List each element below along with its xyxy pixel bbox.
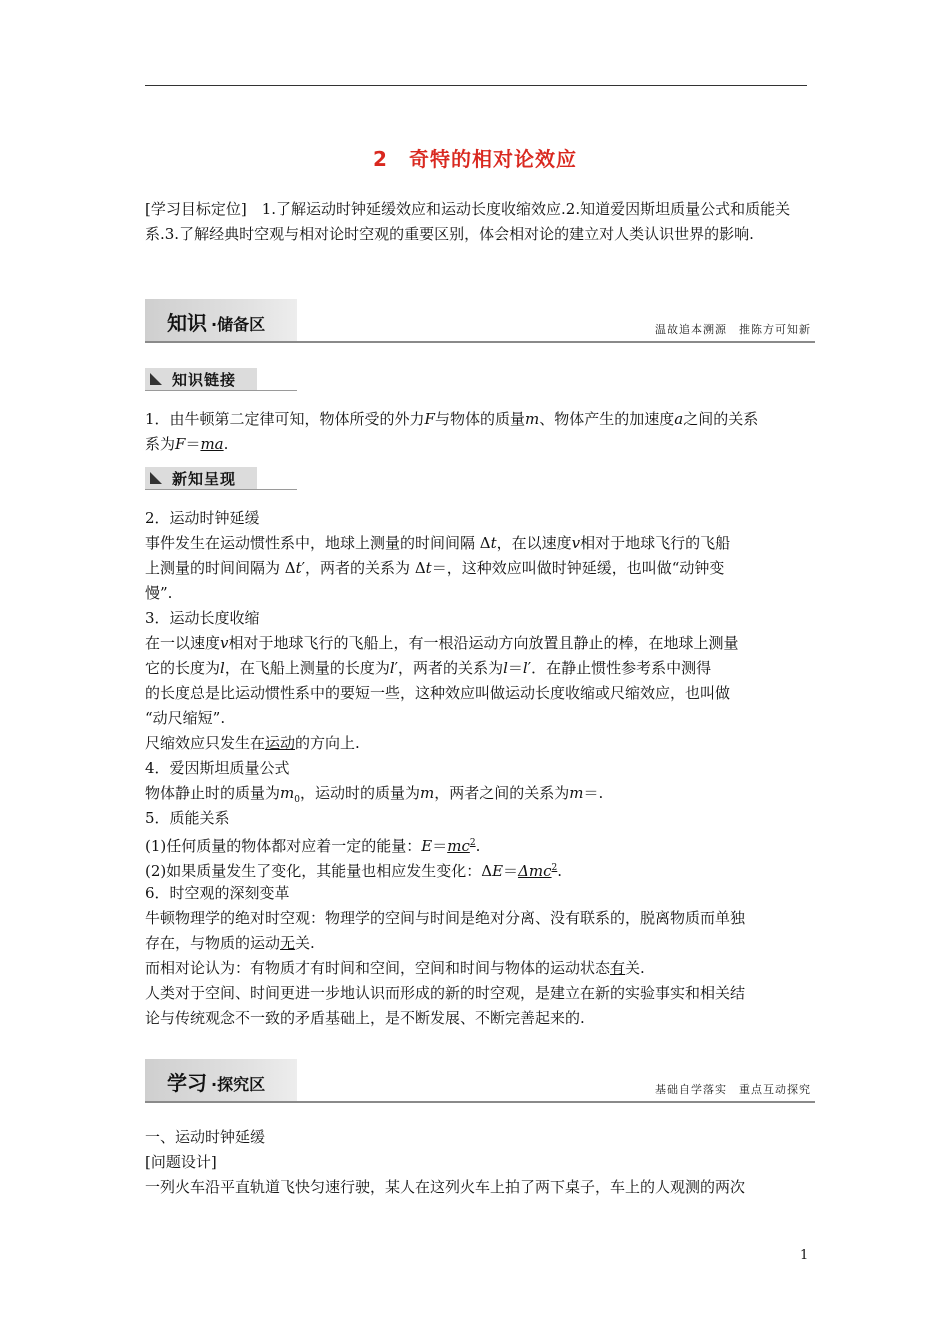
problem-design-label: [问题设计]	[145, 1153, 217, 1171]
section-bar-study	[145, 1059, 815, 1103]
item-3-line-3: 的长度总是比运动惯性系中的要短一些，这种效应叫做运动长度收缩或尺缩效应，也叫做	[145, 684, 731, 702]
section-motto: 基础自学落实 重点互动探究	[655, 1083, 811, 1096]
answer-related: 有	[610, 959, 626, 977]
section-title-sub: ·探究区	[211, 1075, 266, 1094]
subhead-label: 新知呈现	[172, 470, 237, 488]
answer-delta-mc2: Δmc	[518, 862, 552, 880]
item-3-line-1: 在一以速度v相对于地球飞行的飞船上，有一根沿运动方向放置且静止的棒，在地球上测量	[145, 634, 739, 652]
item-6-heading: 6．时空观的深刻变革	[145, 884, 290, 902]
page-number: 1	[800, 1248, 809, 1263]
subhead-knowledge-link	[145, 368, 297, 391]
item-2-line-3: 慢”.	[145, 584, 173, 602]
item-5-line-2: (2)如果质量发生了变化，其能量也相应发生变化：ΔE＝Δmc$^2$.	[145, 862, 563, 880]
item-3-heading: 3．运动长度收缩	[145, 609, 260, 627]
section-title	[167, 307, 265, 336]
section-title-main: 学习	[167, 1071, 207, 1095]
answer-mc2: mc	[447, 837, 470, 855]
section-title-main: 知识	[167, 311, 207, 335]
item-2-line-1: 事件发生在运动惯性系中，地球上测量的时间间隔 Δt，在以速度v相对于地球飞行的飞船	[145, 534, 731, 552]
header-rule	[145, 85, 807, 86]
item-3-line-2: 它的长度为l，在飞船上测量的长度为l′，两者的关系为l＝l′．在静止惯性参考系中测得	[145, 659, 712, 677]
subsection-heading: 一、运动时钟延缓	[145, 1128, 266, 1146]
diagonal-corner-icon	[149, 471, 163, 485]
section-title-sub: ·储备区	[211, 315, 266, 334]
item-6-line-5: 论与传统观念不一致的矛盾基础上，是不断发展、不断完善起来的.	[145, 1009, 585, 1027]
section-motto: 温故追本溯源 推陈方可知新	[655, 323, 811, 336]
problem-text: 一列火车沿平直轨道飞快匀速行驶，某人在这列火车上拍了两下桌子，车上的人观测的两次	[145, 1178, 746, 1196]
item-6-line-4: 人类对于空间、时间更进一步地认识而形成的新的时空观，是建立在新的实验事实和相关结	[145, 984, 746, 1002]
item-6-line-2: 存在，与物质的运动无关.	[145, 934, 315, 952]
item-2-heading: 2．运动时钟延缓	[145, 509, 260, 527]
item-3-line-4: “动尺缩短”.	[145, 709, 226, 727]
answer-motion: 运动	[265, 734, 296, 752]
item-1-line-1: 1．由牛顿第二定律可知，物体所受的外力F与物体的质量m、物体产生的加速度a之间的关系	[145, 410, 759, 428]
item-3-line-5: 尺缩效应只发生在运动的方向上.	[145, 734, 360, 752]
page-title: 2 奇特的相对论效应	[373, 147, 577, 171]
answer-ma: ma	[200, 435, 224, 453]
item-5-line-1: (1)任何质量的物体都对应着一定的能量：$E=mc^2$.	[145, 837, 481, 855]
objective-label: [学习目标定位]	[145, 200, 247, 218]
diagonal-corner-icon	[149, 372, 163, 386]
item-2-line-2: 上测量的时间间隔为 Δt′，两者的关系为 Δt＝，这种效应叫做时钟延缓，也叫做“动钟变	[145, 559, 725, 577]
section-bar-knowledge	[145, 299, 815, 343]
item-5-heading: 5．质能关系	[145, 809, 230, 827]
answer-none: 无	[280, 934, 296, 952]
item-4-line-1: 物体静止时的质量为$m_0$，运动时的质量为m，两者之间的关系为m＝.	[145, 784, 604, 805]
section-title	[167, 1067, 265, 1096]
objective-text: 1.了解运动时钟延缓效应和运动长度收缩效应.2.知道爱因斯坦质量公式和质能关系.3.了解经典时空观与相对论时空观的重要区别，体会相对论的建立对人类认识世界的影响.	[145, 200, 791, 243]
item-4-heading: 4．爱因斯坦质量公式	[145, 759, 290, 777]
subhead-new-knowledge	[145, 467, 297, 490]
learning-objectives	[145, 197, 810, 247]
item-6-line-3: 而相对论认为：有物质才有时间和空间，空间和时间与物体的运动状态有关.	[145, 959, 645, 977]
item-6-line-1: 牛顿物理学的绝对时空观：物理学的空间与时间是绝对分离、没有联系的，脱离物质而单独	[145, 909, 746, 927]
item-1-line-2: 系为F＝ma.	[145, 435, 229, 453]
subhead-label: 知识链接	[172, 371, 237, 389]
